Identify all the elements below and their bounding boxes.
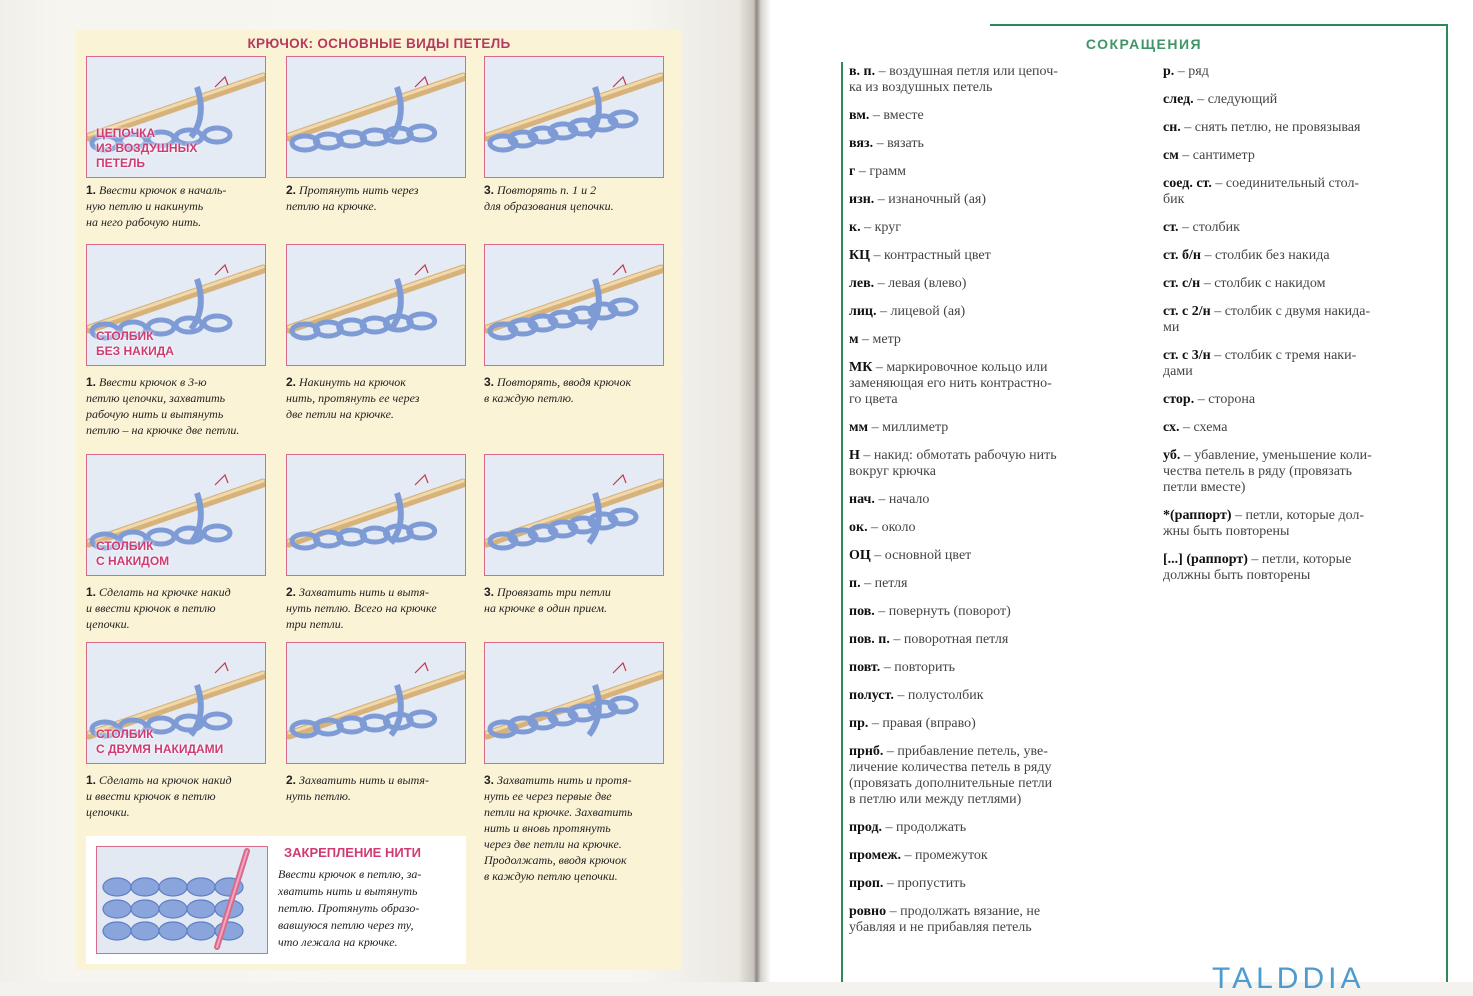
abbreviation-item bbox=[1163, 304, 1443, 336]
abbreviation-item bbox=[849, 848, 1131, 864]
abbreviation-item bbox=[849, 876, 1131, 892]
stitch-caption-row-4-step-2 bbox=[286, 772, 472, 804]
step-text: Сделать на крючок накид и ввести крючок в петлю цепочки. bbox=[86, 773, 232, 819]
abbreviation-definition: – начало bbox=[874, 492, 930, 507]
abbreviation-definition: – продолжать bbox=[882, 820, 967, 835]
stitch-photo-row-3-step-2 bbox=[286, 454, 466, 576]
stitch-caption-row-4-step-1 bbox=[86, 772, 272, 820]
abbreviation-term: р. bbox=[1163, 64, 1175, 79]
abbreviation-term: прод. bbox=[849, 820, 883, 835]
abbreviation-item bbox=[849, 576, 1131, 592]
abbreviation-item bbox=[1163, 64, 1443, 80]
abbreviation-item bbox=[849, 420, 1131, 436]
stitch-caption-row-1-step-2 bbox=[286, 182, 472, 214]
abbreviation-definition: – столбик с двумя накида- ми bbox=[1163, 304, 1371, 335]
abbreviation-definition: – столбик без накида bbox=[1201, 248, 1330, 263]
abbreviation-definition: – основной цвет bbox=[870, 548, 972, 563]
abbreviation-definition: – вместе bbox=[869, 108, 924, 123]
abbreviation-term: проп. bbox=[849, 876, 884, 891]
step-text: Протянуть нить через петлю на крючке. bbox=[286, 183, 419, 213]
abbreviation-term: ровно bbox=[849, 904, 887, 919]
abbreviation-term: пр. bbox=[849, 716, 869, 731]
abbreviation-item bbox=[1163, 420, 1443, 436]
stitch-photo-row-3-step-1 bbox=[86, 454, 266, 576]
abbreviation-term: КЦ bbox=[849, 248, 871, 263]
abbreviation-term: сх. bbox=[1163, 420, 1180, 435]
abbreviation-definition: – накид: обмотать рабочую нить вокруг крючка bbox=[849, 448, 1057, 479]
abbreviation-definition: – схема bbox=[1179, 420, 1228, 435]
abbreviation-term: МК bbox=[849, 360, 873, 375]
step-number: 1. bbox=[86, 773, 97, 787]
stitch-label: СТОЛБИК С НАКИДОМ bbox=[96, 539, 170, 568]
abbreviation-definition: – вязать bbox=[873, 136, 924, 151]
abbreviation-term: полуст. bbox=[849, 688, 894, 703]
abbreviation-definition: – снять петлю, не провязывая bbox=[1180, 120, 1361, 135]
abbreviation-term: см bbox=[1163, 148, 1179, 163]
abbreviation-definition: – столбик bbox=[1178, 220, 1240, 235]
abbreviation-definition: – изнаночный (ая) bbox=[874, 192, 987, 207]
step-number: 2. bbox=[286, 773, 297, 787]
step-number: 1. bbox=[86, 585, 97, 599]
abbreviation-definition: – промежуток bbox=[901, 848, 988, 863]
abbreviation-definition: – ряд bbox=[1174, 64, 1209, 79]
step-number: 3. bbox=[484, 773, 495, 787]
abbreviation-term: соед. ст. bbox=[1163, 176, 1212, 191]
abbreviation-item bbox=[849, 220, 1131, 236]
abbreviation-term: прнб. bbox=[849, 744, 884, 759]
stitch-photo-row-1-step-2 bbox=[286, 56, 466, 178]
abbreviation-item bbox=[849, 448, 1131, 480]
fixing-text: Ввести крючок в петлю, за- хватить нить и вытянуть петлю. Протянуть образо- вавшуюся петлю через ту, что лежала на крючке. bbox=[278, 867, 422, 949]
abbreviation-item bbox=[849, 660, 1131, 676]
stitch-label: СТОЛБИК С ДВУМЯ НАКИДАМИ bbox=[96, 727, 224, 756]
abbreviation-definition: – метр bbox=[858, 332, 901, 347]
stitch-caption-row-1-step-1 bbox=[86, 182, 272, 230]
step-text: Провязать три петли на крючке в один прием. bbox=[484, 585, 611, 615]
stitch-caption-row-2-step-1 bbox=[86, 374, 272, 438]
step-number: 1. bbox=[86, 183, 97, 197]
abbreviation-term: Н bbox=[849, 448, 860, 463]
abbreviation-item bbox=[849, 904, 1131, 936]
abbreviation-item bbox=[1163, 220, 1443, 236]
abbreviations-column-2 bbox=[1163, 64, 1443, 596]
abbreviation-term: ст. bbox=[1163, 220, 1179, 235]
abbreviation-definition: – петли, которые дол- жны быть повторены bbox=[1163, 508, 1365, 539]
abbreviation-item bbox=[849, 716, 1131, 732]
abbreviations-column-1 bbox=[849, 64, 1131, 948]
step-number: 3. bbox=[484, 183, 495, 197]
abbreviation-item bbox=[849, 136, 1131, 152]
abbreviation-item bbox=[1163, 348, 1443, 380]
step-text: Накинуть на крючок нить, протянуть ее через две петли на крючке. bbox=[286, 375, 420, 421]
abbreviation-definition: – правая (вправо) bbox=[868, 716, 976, 731]
stitch-photo-row-2-step-2 bbox=[286, 244, 466, 366]
right-rule bbox=[1446, 26, 1448, 982]
abbreviation-term: вяз. bbox=[849, 136, 874, 151]
step-text: Ввести крючок в началь- ную петлю и накинуть на него рабочую нить. bbox=[86, 183, 227, 229]
abbreviation-item bbox=[1163, 120, 1443, 136]
abbreviation-item bbox=[849, 248, 1131, 264]
step-text: Повторять п. 1 и 2 для образования цепочки. bbox=[484, 183, 614, 213]
step-text: Сделать на крючке накид и ввести крючок в петлю цепочки. bbox=[86, 585, 231, 631]
abbreviation-definition: – сторона bbox=[1194, 392, 1256, 407]
abbreviation-definition: – лицевой (ая) bbox=[876, 304, 966, 319]
step-text: Захватить нить и вытя- нуть петлю. bbox=[286, 773, 430, 803]
abbreviation-term: г bbox=[849, 164, 856, 179]
abbreviation-term: уб. bbox=[1163, 448, 1181, 463]
step-number: 1. bbox=[86, 375, 97, 389]
stitch-photo-row-4-step-2 bbox=[286, 642, 466, 764]
stitch-label: ЦЕПОЧКА ИЗ ВОЗДУШНЫХ ПЕТЕЛЬ bbox=[96, 126, 198, 170]
abbreviation-term: след. bbox=[1163, 92, 1194, 107]
abbreviation-item bbox=[849, 192, 1131, 208]
stitch-caption-row-4-step-3 bbox=[484, 772, 670, 884]
abbreviation-definition: – миллиметр bbox=[868, 420, 949, 435]
abbreviation-item bbox=[1163, 448, 1443, 496]
stitch-caption-row-3-step-1 bbox=[86, 584, 272, 632]
fixing-photo bbox=[96, 846, 268, 954]
abbreviation-definition: – полустолбик bbox=[893, 688, 984, 703]
abbreviation-definition: – контрастный цвет bbox=[870, 248, 991, 263]
abbreviation-definition: – поворотная петля bbox=[889, 632, 1009, 647]
step-number: 2. bbox=[286, 375, 297, 389]
step-text: Повторять, вводя крючок в каждую петлю. bbox=[484, 375, 632, 405]
brand-fragment: TALDDIA bbox=[1212, 962, 1365, 995]
abbreviation-definition: – маркировочное кольцо или заменяющая его нить контрастно- го цвета bbox=[849, 360, 1052, 407]
abbreviation-term: стор. bbox=[1163, 392, 1195, 407]
stitch-photo-row-2-step-1 bbox=[86, 244, 266, 366]
abbreviation-term: [...] (раппорт) bbox=[1163, 552, 1248, 567]
page-gutter bbox=[740, 0, 770, 982]
abbreviation-item bbox=[1163, 508, 1443, 540]
abbreviation-term: промеж. bbox=[849, 848, 901, 863]
stitch-caption-row-2-step-2 bbox=[286, 374, 472, 422]
abbreviation-definition: – пропустить bbox=[883, 876, 966, 891]
abbreviation-definition: – прибавление петель, уве- личение количества петель в ряду (провязать дополнительные петли в петлю или между петлями) bbox=[849, 744, 1053, 807]
abbreviation-term: к. bbox=[849, 220, 861, 235]
abbreviation-item bbox=[849, 688, 1131, 704]
abbreviation-term: изн. bbox=[849, 192, 875, 207]
step-number: 3. bbox=[484, 585, 495, 599]
abbreviation-item bbox=[1163, 392, 1443, 408]
step-number: 2. bbox=[286, 183, 297, 197]
abbreviation-term: ст. с 3/н bbox=[1163, 348, 1211, 363]
abbreviation-item bbox=[849, 492, 1131, 508]
abbreviation-definition: – петли, которые должны быть повторены bbox=[1163, 552, 1352, 583]
abbreviation-item bbox=[849, 360, 1131, 408]
abbreviation-term: вм. bbox=[849, 108, 870, 123]
step-text: Захватить нить и вытя- нуть петлю. Всего на крючке три петли. bbox=[286, 585, 437, 631]
abbreviation-term: ок. bbox=[849, 520, 868, 535]
abbreviation-item bbox=[1163, 176, 1443, 208]
abbreviation-term: ст. б/н bbox=[1163, 248, 1201, 263]
top-rule bbox=[990, 24, 1448, 26]
abbreviation-item bbox=[1163, 92, 1443, 108]
stitch-photo-row-4-step-3 bbox=[484, 642, 664, 764]
step-text: Захватить нить и протя- нуть ее через первые две петли на крючке. Захватить нить и вновь протянуть через две петли на крючке. Продолжать, вводя крючок в каждую петлю цепочки. bbox=[484, 773, 633, 883]
abbreviation-term: в. п. bbox=[849, 64, 876, 79]
abbreviation-item bbox=[849, 632, 1131, 648]
abbreviation-item bbox=[1163, 552, 1443, 584]
abbreviation-item bbox=[849, 520, 1131, 536]
stitch-photo-row-1-step-1 bbox=[86, 56, 266, 178]
abbreviation-item bbox=[1163, 148, 1443, 164]
abbreviation-term: лев. bbox=[849, 276, 875, 291]
abbreviation-item bbox=[1163, 276, 1443, 292]
stitch-caption-row-3-step-2 bbox=[286, 584, 472, 632]
abbreviation-definition: – столбик с накидом bbox=[1200, 276, 1326, 291]
abbreviation-definition: – соединительный стол- бик bbox=[1163, 176, 1360, 207]
abbreviation-term: повт. bbox=[849, 660, 881, 675]
abbreviation-term: п. bbox=[849, 576, 861, 591]
abbreviation-term: мм bbox=[849, 420, 869, 435]
stitch-label: СТОЛБИК БЕЗ НАКИДА bbox=[96, 329, 174, 358]
abbreviation-item bbox=[849, 276, 1131, 292]
abbreviation-term: ОЦ bbox=[849, 548, 871, 563]
left-rule bbox=[841, 62, 843, 982]
abbreviation-term: лиц. bbox=[849, 304, 877, 319]
stitch-caption-row-2-step-3 bbox=[484, 374, 670, 406]
fixing-title: ЗАКРЕПЛЕНИЕ НИТИ bbox=[284, 845, 421, 860]
abbreviation-term: м bbox=[849, 332, 859, 347]
abbreviation-definition: – левая (влево) bbox=[874, 276, 967, 291]
abbreviation-item bbox=[849, 820, 1131, 836]
abbreviation-term: сн. bbox=[1163, 120, 1181, 135]
stitch-photo-row-3-step-3 bbox=[484, 454, 664, 576]
abbreviation-definition: – следующий bbox=[1193, 92, 1278, 107]
abbreviation-item bbox=[849, 164, 1131, 180]
abbreviation-item bbox=[849, 604, 1131, 620]
abbreviation-term: ст. с 2/н bbox=[1163, 304, 1211, 319]
abbreviation-definition: – сантиметр bbox=[1178, 148, 1255, 163]
abbreviation-definition: – продолжать вязание, не убавляя и не прибавляя петель bbox=[849, 904, 1041, 935]
stitch-photo-row-4-step-1 bbox=[86, 642, 266, 764]
abbreviation-definition: – петля bbox=[860, 576, 908, 591]
abbreviation-definition: – воздушная петля или цепоч- ка из воздушных петель bbox=[849, 64, 1058, 95]
step-number: 3. bbox=[484, 375, 495, 389]
step-text: Ввести крючок в 3-ю петлю цепочки, захватить рабочую нить и вытянуть петлю – на крючке две петли. bbox=[86, 375, 240, 437]
abbreviation-term: пов. п. bbox=[849, 632, 890, 647]
stitch-caption-row-3-step-3 bbox=[484, 584, 670, 616]
abbreviation-item bbox=[849, 548, 1131, 564]
abbreviation-definition: – повернуть (поворот) bbox=[874, 604, 1011, 619]
stitch-caption-row-1-step-3 bbox=[484, 182, 670, 214]
abbreviation-term: нач. bbox=[849, 492, 875, 507]
abbreviation-item bbox=[849, 64, 1131, 96]
abbreviation-definition: – круг bbox=[860, 220, 901, 235]
tutorial-title: КРЮЧОК: ОСНОВНЫЕ ВИДЫ ПЕТЕЛЬ bbox=[247, 36, 511, 51]
fixing-box bbox=[86, 836, 466, 964]
abbreviation-definition: – около bbox=[867, 520, 916, 535]
abbreviation-term: ст. с/н bbox=[1163, 276, 1201, 291]
abbreviation-item bbox=[849, 108, 1131, 124]
abbreviation-term: пов. bbox=[849, 604, 875, 619]
abbreviation-item bbox=[849, 304, 1131, 320]
step-number: 2. bbox=[286, 585, 297, 599]
abbreviation-definition: – столбик с тремя наки- дами bbox=[1163, 348, 1357, 379]
abbreviation-definition: – повторить bbox=[880, 660, 955, 675]
abbreviation-item bbox=[1163, 248, 1443, 264]
abbreviation-item bbox=[849, 744, 1131, 808]
abbreviation-term: *(раппорт) bbox=[1163, 508, 1232, 523]
stitch-photo-row-1-step-3 bbox=[484, 56, 664, 178]
abbreviation-definition: – грамм bbox=[855, 164, 907, 179]
abbreviations-title: СОКРАЩЕНИЯ bbox=[1085, 36, 1203, 52]
stitch-photo-row-2-step-3 bbox=[484, 244, 664, 366]
abbreviation-definition: – убавление, уменьшение коли- чества петель в ряду (провязать петли вместе) bbox=[1163, 448, 1372, 495]
abbreviation-item bbox=[849, 332, 1131, 348]
